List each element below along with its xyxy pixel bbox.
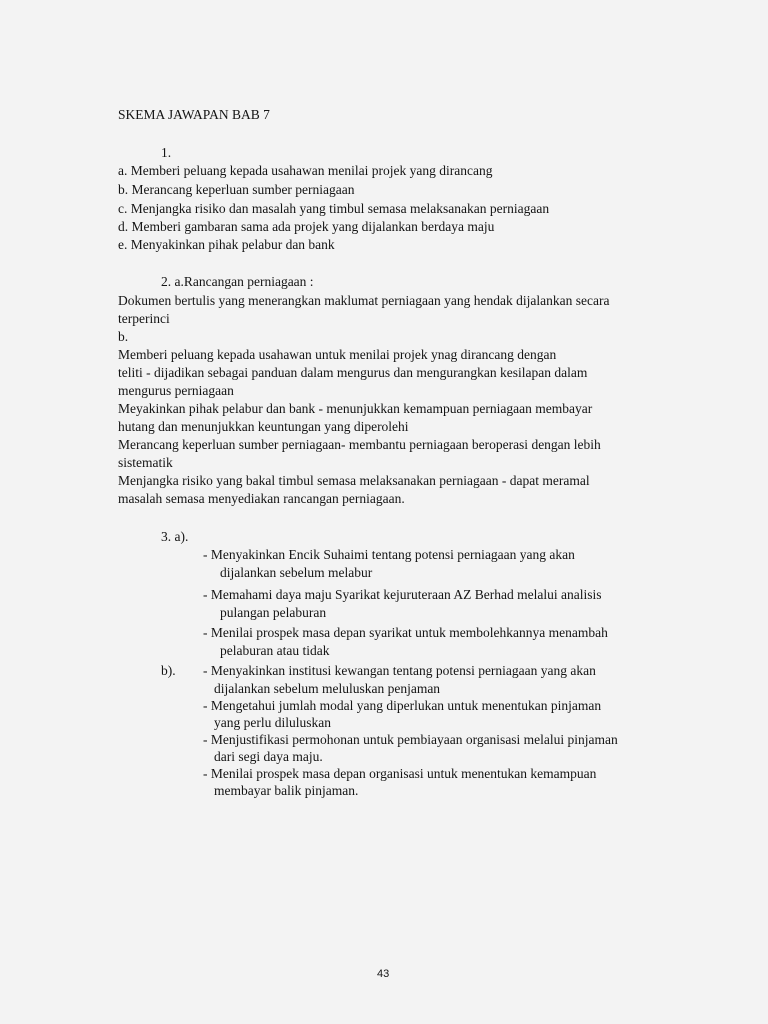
question-2-heading: 2. a.Rancangan perniagaan : xyxy=(161,274,314,289)
question-3-heading: 3. a). xyxy=(161,529,189,544)
answer-2-line: mengurus perniagaan xyxy=(118,383,234,398)
answer-1a: a. Memberi peluang kepada usahawan menilai projek yang dirancang xyxy=(118,163,493,178)
answer-3b-item-cont: membayar balik pinjaman. xyxy=(214,783,359,798)
answer-2-line: masalah semasa menyediakan rancangan perniagaan. xyxy=(118,491,405,506)
document-title: SKEMA JAWAPAN BAB 7 xyxy=(118,107,270,122)
answer-3a-item-cont: pelaburan atau tidak xyxy=(220,643,330,658)
answer-2-line: teliti - dijadikan sebagai panduan dalam mengurus dan mengurangkan kesilapan dalam xyxy=(118,365,588,380)
answer-2-line: hutang dan menunjukkan keuntungan yang diperolehi xyxy=(118,419,409,434)
answer-3b-item-cont: yang perlu diluluskan xyxy=(214,715,331,730)
answer-2-line: b. xyxy=(118,329,129,344)
answer-2-line: sistematik xyxy=(118,455,173,470)
answer-3a-item: - Memahami daya maju Syarikat kejuruteraan AZ Berhad melalui analisis xyxy=(203,587,602,602)
answer-3a-item-cont: dijalankan sebelum melabur xyxy=(220,565,373,580)
answer-3b-item-cont: dijalankan sebelum meluluskan penjaman xyxy=(214,681,441,696)
answer-1b: b. Merancang keperluan sumber perniagaan xyxy=(118,182,355,197)
answer-3a-item-cont: pulangan pelaburan xyxy=(220,605,327,620)
question-3b-label: b). xyxy=(161,663,176,678)
answer-2-line: Meyakinkan pihak pelabur dan bank - menunjukkan kemampuan perniagaan membayar xyxy=(118,401,593,416)
answer-1d: d. Memberi gambaran sama ada projek yang dijalankan berdaya maju xyxy=(118,219,495,234)
answer-3b-item: - Menyakinkan institusi kewangan tentang potensi perniagaan yang akan xyxy=(203,663,596,678)
answer-2-line: Menjangka risiko yang bakal timbul semasa melaksanakan perniagaan - dapat meramal xyxy=(118,473,590,488)
answer-3b-item-cont: dari segi daya maju. xyxy=(214,749,323,764)
answer-3a-item: - Menyakinkan Encik Suhaimi tentang potensi perniagaan yang akan xyxy=(203,547,575,562)
answer-1e: e. Menyakinkan pihak pelabur dan bank xyxy=(118,237,335,252)
answer-2-line: Memberi peluang kepada usahawan untuk menilai projek ynag dirancang dengan xyxy=(118,347,557,362)
answer-3b-item: - Mengetahui jumlah modal yang diperlukan untuk menentukan pinjaman xyxy=(203,698,602,713)
answer-2-line: Merancang keperluan sumber perniagaan- membantu perniagaan beroperasi dengan lebih xyxy=(118,437,601,452)
answer-3b-item: - Menilai prospek masa depan organisasi untuk menentukan kemampuan xyxy=(203,766,597,781)
answer-1c: c. Menjangka risiko dan masalah yang timbul semasa melaksanakan perniagaan xyxy=(118,201,550,216)
answer-3a-item: - Menilai prospek masa depan syarikat untuk membolehkannya menambah xyxy=(203,625,608,640)
page-number: 43 xyxy=(377,968,390,980)
answer-2-line: Dokumen bertulis yang menerangkan maklumat perniagaan yang hendak dijalankan secara xyxy=(118,293,610,308)
question-1-number: 1. xyxy=(161,145,172,160)
answer-3b-item: - Menjustifikasi permohonan untuk pembiayaan organisasi melalui pinjaman xyxy=(203,732,618,747)
answer-2-line: terperinci xyxy=(118,311,170,326)
